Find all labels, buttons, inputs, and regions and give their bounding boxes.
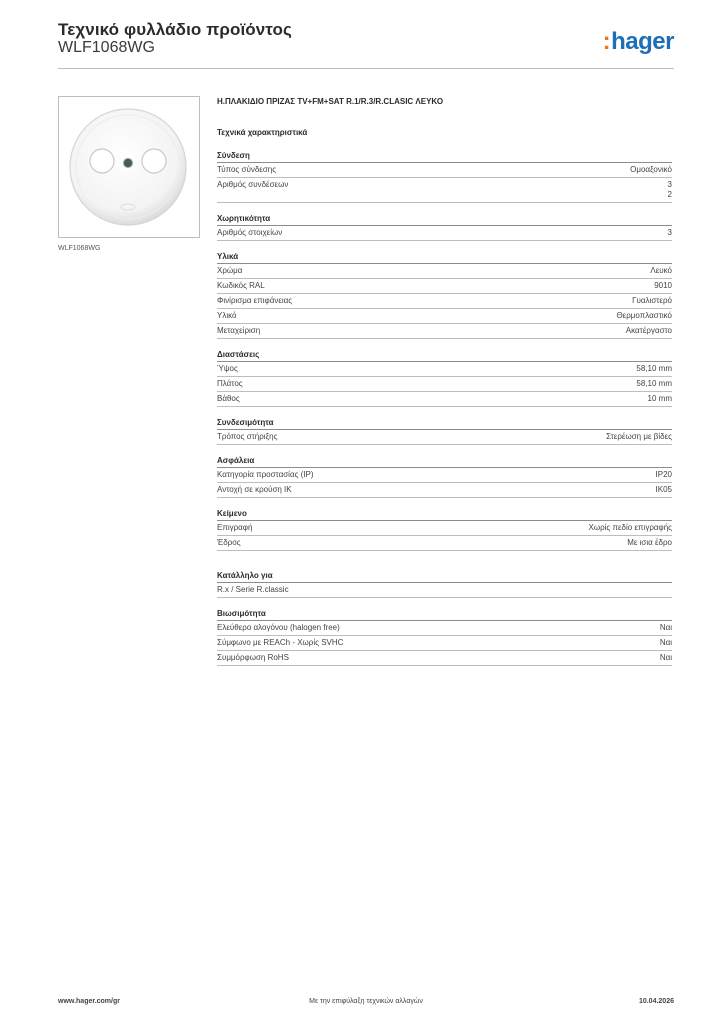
technical-heading: Τεχνικά χαρακτηριστικά — [217, 128, 308, 137]
spec-value-line: Ναι — [659, 623, 672, 632]
spec-value — [627, 538, 672, 548]
spec-section — [217, 418, 672, 445]
spec-label: Κατηγορία προστασίας (IP) — [217, 470, 314, 479]
spec-value-line: 58,10 mm — [636, 379, 672, 388]
spec-row — [217, 226, 672, 241]
section-title: Κείμενο — [217, 509, 672, 521]
spec-section — [217, 456, 672, 498]
spec-value — [636, 379, 672, 389]
spec-value — [656, 470, 672, 480]
spec-value-line: 10 mm — [647, 394, 672, 403]
spec-row — [217, 309, 672, 324]
spec-label: Μεταχείριση — [217, 326, 261, 335]
spec-label: Υλικό — [217, 311, 237, 320]
spec-row — [217, 392, 672, 407]
footer-website: www.hager.com/gr — [58, 998, 120, 1005]
spec-row — [217, 583, 672, 598]
spec-label: Αντοχή σε κρούση IK — [217, 485, 292, 494]
spec-label: Επιγραφή — [217, 523, 253, 532]
page-header — [58, 20, 674, 70]
spec-label: Ύψος — [217, 364, 238, 373]
spec-label: Αριθμός στοιχείων — [217, 228, 283, 237]
spec-label: Χρώμα — [217, 266, 243, 275]
product-code: WLF1068WG — [58, 39, 155, 56]
spec-label: Τύπος σύνδεσης — [217, 165, 277, 174]
spec-value-line: 3 — [667, 228, 672, 237]
spec-value — [616, 311, 672, 321]
spec-row — [217, 521, 672, 536]
spec-label: Αριθμός συνδέσεων — [217, 180, 289, 189]
spec-value — [636, 364, 672, 374]
spec-value-line: 3 — [667, 180, 672, 189]
spec-label: Συμμόρφωση RoHS — [217, 653, 289, 662]
spec-value-line: Γυαλιστερό — [632, 296, 672, 305]
spec-label: Σύμφωνο με REACh - Χωρίς SVHC — [217, 638, 344, 647]
spec-row — [217, 377, 672, 392]
spec-section — [217, 509, 672, 551]
spec-value-line: Ακατέργαστο — [625, 326, 672, 335]
spec-row — [217, 636, 672, 651]
section-title: Διαστάσεις — [217, 350, 672, 362]
spec-label: Κωδικός RAL — [217, 281, 265, 290]
spec-label: Τρόπος στήριξης — [217, 432, 278, 441]
spec-section — [217, 350, 672, 407]
spec-value-line: Λευκό — [650, 266, 672, 275]
spec-row — [217, 483, 672, 498]
spec-section — [217, 571, 672, 598]
product-name: Η.ΠΛΑΚΙΔΙΟ ΠΡΙΖΑΣ TV+FM+SAT R.1/R.3/R.CLASIC ΛΕΥΚΟ — [217, 97, 444, 106]
spec-value — [606, 432, 672, 442]
spec-row — [217, 362, 672, 377]
spec-section — [217, 214, 672, 241]
spec-value — [650, 266, 672, 276]
hager-logo — [603, 28, 674, 56]
spec-label: Έδρος — [217, 538, 241, 547]
spec-value-line: 58,10 mm — [636, 364, 672, 373]
section-title: Υλικά — [217, 252, 672, 264]
spec-value — [630, 165, 672, 175]
section-title: Χωρητικότητα — [217, 214, 672, 226]
spec-label: Πλάτος — [217, 379, 243, 388]
spec-row — [217, 264, 672, 279]
product-image-caption: WLF1068WG — [58, 245, 101, 252]
spec-section — [217, 151, 672, 203]
footer-notice: Με την επιφύλαξη τεχνικών αλλαγών — [309, 998, 423, 1005]
spec-sections — [217, 151, 672, 666]
spec-value — [654, 281, 672, 291]
spec-label: Φινίρισμα επιφάνειας — [217, 296, 293, 305]
spec-value — [656, 485, 672, 495]
spec-value-line: 2 — [667, 190, 672, 199]
header-divider — [58, 68, 674, 69]
spec-value — [632, 296, 672, 306]
product-image — [58, 96, 200, 238]
spec-value-line: 9010 — [654, 281, 672, 290]
spec-value-line: Ναι — [659, 653, 672, 662]
spec-section — [217, 609, 672, 666]
spec-label: R.x / Serie R.classic — [217, 585, 289, 594]
spec-value — [626, 326, 672, 336]
spec-value-line: IP20 — [655, 470, 672, 479]
spec-row — [217, 294, 672, 309]
spec-row — [217, 536, 672, 551]
spec-row — [217, 279, 672, 294]
logo-colon: : — [602, 28, 611, 55]
spec-value — [668, 228, 672, 238]
footer-date: 10.04.2026 — [638, 998, 674, 1005]
spec-row — [217, 621, 672, 636]
section-title: Κατάλληλο για — [217, 571, 672, 583]
spec-row — [217, 324, 672, 339]
spec-value-line: Με ισια έδρο — [627, 538, 672, 547]
round-socket-cover-plate-icon — [59, 97, 199, 237]
spec-value-line: Χωρίς πεδίο επιγραφής — [588, 523, 672, 532]
spec-value-line: Στερέωση με βίδες — [606, 432, 672, 441]
spec-label: Βάθος — [217, 394, 240, 403]
spec-value — [668, 180, 672, 200]
spec-value — [660, 638, 672, 648]
spec-value — [660, 653, 672, 663]
logo-text: hager — [611, 28, 674, 55]
spec-value — [648, 394, 672, 404]
spec-value — [660, 623, 672, 633]
spec-value — [588, 523, 672, 533]
spec-value-line: Ομοαξονικό — [630, 165, 672, 174]
section-title: Βιωσιμότητα — [217, 609, 672, 621]
spec-row — [217, 163, 672, 178]
spec-label: Ελεύθερο αλογόνου (halogen free) — [217, 623, 340, 632]
section-title: Σύνδεση — [217, 151, 672, 163]
spec-row — [217, 468, 672, 483]
spec-value-line: IK05 — [655, 485, 672, 494]
spec-section — [217, 252, 672, 339]
spec-row — [217, 651, 672, 666]
section-title: Ασφάλεια — [217, 456, 672, 468]
document-title: Τεχνικό φυλλάδιο προϊόντος — [58, 20, 292, 39]
spec-content — [217, 97, 672, 677]
spec-value-line: Ναι — [659, 638, 672, 647]
spec-row — [217, 178, 672, 203]
spec-row — [217, 430, 672, 445]
section-title: Συνδεσιμότητα — [217, 418, 672, 430]
spec-value-line: Θερμοπλαστικό — [616, 311, 672, 320]
